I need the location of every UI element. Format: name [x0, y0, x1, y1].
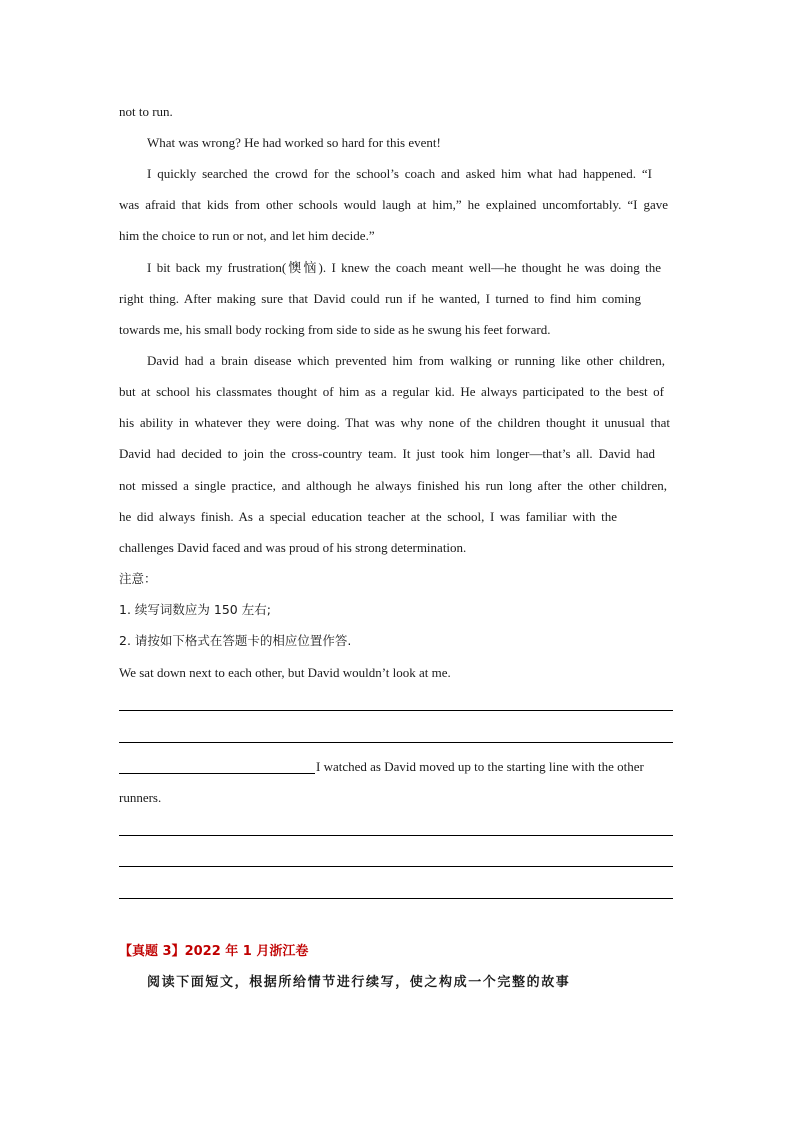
section-heading: 【真题 3】2022 年 1 月浙江卷: [119, 944, 309, 959]
answer-line[interactable]: [119, 898, 673, 899]
passage-line: challenges David faced and was proud of his strong determination.: [119, 540, 467, 555]
notes-title: 注意：: [119, 571, 157, 586]
passage-line: not missed a single practice, and although he always finished his run long after the other children,: [119, 478, 667, 493]
passage-line: but at school his classmates thought of him as a regular kid. He always participated to the best of: [119, 384, 664, 399]
passage-line: I quickly searched the crowd for the school’s coach and asked him what had happened. “I: [147, 166, 652, 181]
passage-line: David had decided to join the cross-country team. It just took him longer—that’s all. David had: [119, 446, 655, 461]
passage-line: What was wrong? He had worked so hard for this event!: [147, 135, 441, 150]
notes-item: 1. 续写词数应为 150 左右;: [119, 602, 271, 617]
answer-blank[interactable]: [119, 773, 315, 774]
passage-line: his ability in whatever they were doing. That was why none of the children thought it unusual that: [119, 415, 670, 430]
passage-line: I bit back my frustration(懊恼). I knew the coach meant well—he thought he was doing the: [147, 260, 661, 275]
passage-line: he did always finish. As a special education teacher at the school, I was familiar with the: [119, 509, 617, 524]
answer-line[interactable]: [119, 835, 673, 836]
answer-line[interactable]: [119, 866, 673, 867]
notes-item: 2. 请按如下格式在答题卡的相应位置作答.: [119, 633, 352, 648]
section-instruction: 阅读下面短文，根据所给情节进行续写，使之构成一个完整的故事: [147, 975, 571, 990]
passage-line: towards me, his small body rocking from side to side as he swung his feet forward.: [119, 322, 551, 337]
prompt-sentence-2-cont: runners.: [119, 790, 162, 805]
answer-line[interactable]: [119, 742, 673, 743]
passage-line: right thing. After making sure that David could run if he wanted, I turned to find him coming: [119, 291, 641, 306]
answer-line[interactable]: [119, 710, 673, 711]
passage-line: David had a brain disease which prevented him from walking or running like other children,: [147, 353, 665, 368]
passage-line: not to run.: [119, 104, 173, 119]
passage-line: was afraid that kids from other schools would laugh at him,” he explained uncomfortably. “I gave: [119, 197, 668, 212]
prompt-sentence-2: I watched as David moved up to the starting line with the other: [316, 759, 644, 774]
prompt-sentence-1: We sat down next to each other, but David wouldn’t look at me.: [119, 665, 451, 680]
passage-line: him the choice to run or not, and let him decide.”: [119, 228, 375, 243]
